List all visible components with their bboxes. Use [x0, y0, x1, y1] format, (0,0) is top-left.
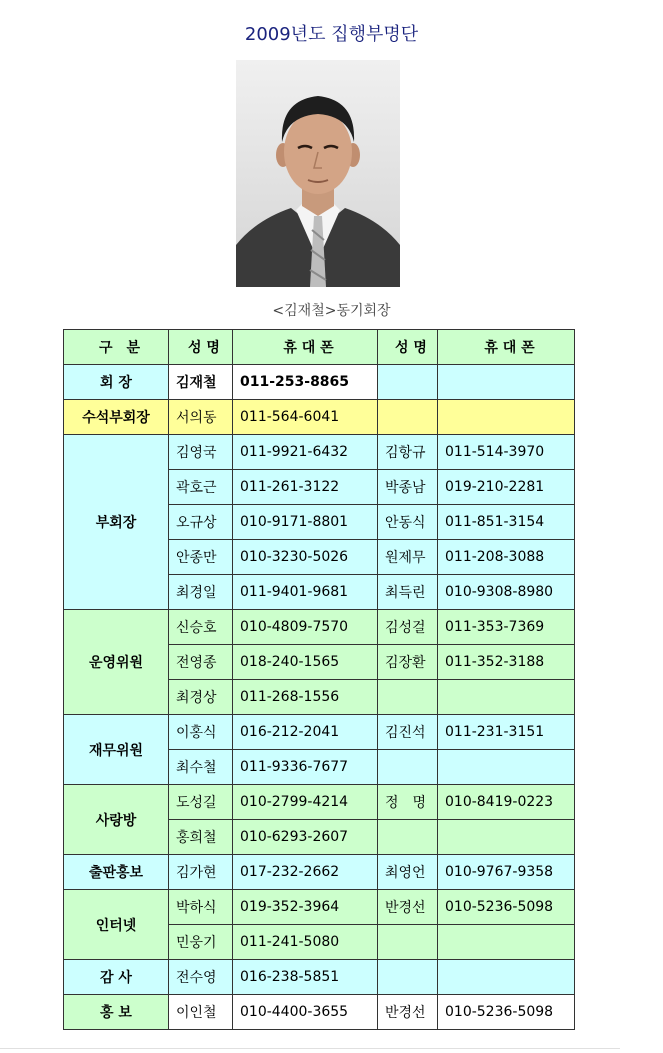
name-cell: 최경상 [169, 680, 233, 715]
phone-cell: 019-352-3964 [233, 890, 378, 925]
table-row [64, 365, 575, 400]
name-cell [378, 750, 438, 785]
phone-cell: 011-9336-7677 [233, 750, 378, 785]
name-cell: 최영언 [378, 855, 438, 890]
phone-cell [438, 960, 575, 995]
phone-cell: 011-353-7369 [438, 610, 575, 645]
phone-cell: 011-564-6041 [233, 400, 378, 435]
name-cell: 김항규 [378, 435, 438, 470]
phone-cell: 010-8419-0223 [438, 785, 575, 820]
category-cell: 출판홍보 [64, 855, 169, 890]
executive-roster-table [63, 329, 575, 1030]
name-cell [378, 820, 438, 855]
phone-cell: 011-261-3122 [233, 470, 378, 505]
phone-cell: 018-240-1565 [233, 645, 378, 680]
name-cell: 김영국 [169, 435, 233, 470]
name-cell: 반경선 [378, 995, 438, 1030]
phone-cell: 011-9401-9681 [233, 575, 378, 610]
page-title: 2009년도 집행부명단 [244, 24, 419, 45]
name-cell: 오규상 [169, 505, 233, 540]
name-cell: 김진석 [378, 715, 438, 750]
chairman-photo [236, 60, 400, 287]
divider [0, 1048, 620, 1049]
portrait-image [236, 60, 400, 287]
phone-cell [438, 750, 575, 785]
phone-cell: 011-253-8865 [233, 365, 378, 400]
phone-cell: 010-4400-3655 [233, 995, 378, 1030]
phone-cell: 016-238-5851 [233, 960, 378, 995]
phone-cell [438, 925, 575, 960]
name-cell [378, 400, 438, 435]
phone-cell: 016-212-2041 [233, 715, 378, 750]
name-cell: 박하식 [169, 890, 233, 925]
phone-cell [438, 400, 575, 435]
phone-cell [438, 680, 575, 715]
name-cell: 정 명 [378, 785, 438, 820]
name-cell [378, 365, 438, 400]
name-cell: 최수철 [169, 750, 233, 785]
name-cell: 안동식 [378, 505, 438, 540]
category-cell: 사랑방 [64, 785, 169, 855]
name-cell: 이홍식 [169, 715, 233, 750]
header-name: 성 명 [169, 330, 233, 365]
phone-cell: 010-5236-5098 [438, 890, 575, 925]
name-cell [378, 680, 438, 715]
table-row [64, 785, 575, 820]
table-row [64, 855, 575, 890]
table-row [64, 400, 575, 435]
phone-cell: 010-4809-7570 [233, 610, 378, 645]
name-cell: 김성걸 [378, 610, 438, 645]
header-phone: 휴 대 폰 [233, 330, 378, 365]
phone-cell: 010-6293-2607 [233, 820, 378, 855]
category-cell: 운영위원 [64, 610, 169, 715]
name-cell: 최득린 [378, 575, 438, 610]
name-cell: 김가현 [169, 855, 233, 890]
phone-cell [438, 820, 575, 855]
name-cell: 신승호 [169, 610, 233, 645]
phone-cell: 017-232-2662 [233, 855, 378, 890]
table-row [64, 610, 575, 645]
name-cell: 반경선 [378, 890, 438, 925]
photo-caption: <김재철>동기회장 [272, 303, 391, 319]
name-cell: 원제무 [378, 540, 438, 575]
header-name: 성 명 [378, 330, 438, 365]
phone-cell: 010-5236-5098 [438, 995, 575, 1030]
category-cell: 회 장 [64, 365, 169, 400]
name-cell: 도성길 [169, 785, 233, 820]
name-cell: 안종만 [169, 540, 233, 575]
name-cell: 최경일 [169, 575, 233, 610]
header-category: 구 분 [64, 330, 169, 365]
phone-cell: 010-2799-4214 [233, 785, 378, 820]
table-row [64, 890, 575, 925]
category-cell: 재무위원 [64, 715, 169, 785]
phone-cell: 011-851-3154 [438, 505, 575, 540]
category-cell: 홍 보 [64, 995, 169, 1030]
phone-cell [438, 365, 575, 400]
phone-cell: 011-241-5080 [233, 925, 378, 960]
table-header-row [64, 330, 575, 365]
phone-cell: 011-231-3151 [438, 715, 575, 750]
table-row [64, 995, 575, 1030]
phone-cell: 011-352-3188 [438, 645, 575, 680]
name-cell: 전영종 [169, 645, 233, 680]
table-row [64, 435, 575, 470]
phone-cell: 011-208-3088 [438, 540, 575, 575]
name-cell [378, 925, 438, 960]
name-cell: 전수영 [169, 960, 233, 995]
name-cell: 박종남 [378, 470, 438, 505]
name-cell: 홍희철 [169, 820, 233, 855]
table-row [64, 715, 575, 750]
header-phone: 휴 대 폰 [438, 330, 575, 365]
category-cell: 인터넷 [64, 890, 169, 960]
phone-cell: 010-9171-8801 [233, 505, 378, 540]
phone-cell: 011-9921-6432 [233, 435, 378, 470]
phone-cell: 019-210-2281 [438, 470, 575, 505]
name-cell: 곽호근 [169, 470, 233, 505]
phone-cell: 010-3230-5026 [233, 540, 378, 575]
category-cell: 감 사 [64, 960, 169, 995]
phone-cell: 010-9767-9358 [438, 855, 575, 890]
category-cell: 부회장 [64, 435, 169, 610]
table-row [64, 960, 575, 995]
phone-cell: 011-268-1556 [233, 680, 378, 715]
name-cell: 민웅기 [169, 925, 233, 960]
name-cell: 김재철 [169, 365, 233, 400]
name-cell: 서의동 [169, 400, 233, 435]
name-cell [378, 960, 438, 995]
name-cell: 이인철 [169, 995, 233, 1030]
category-cell: 수석부회장 [64, 400, 169, 435]
phone-cell: 010-9308-8980 [438, 575, 575, 610]
name-cell: 김장환 [378, 645, 438, 680]
phone-cell: 011-514-3970 [438, 435, 575, 470]
